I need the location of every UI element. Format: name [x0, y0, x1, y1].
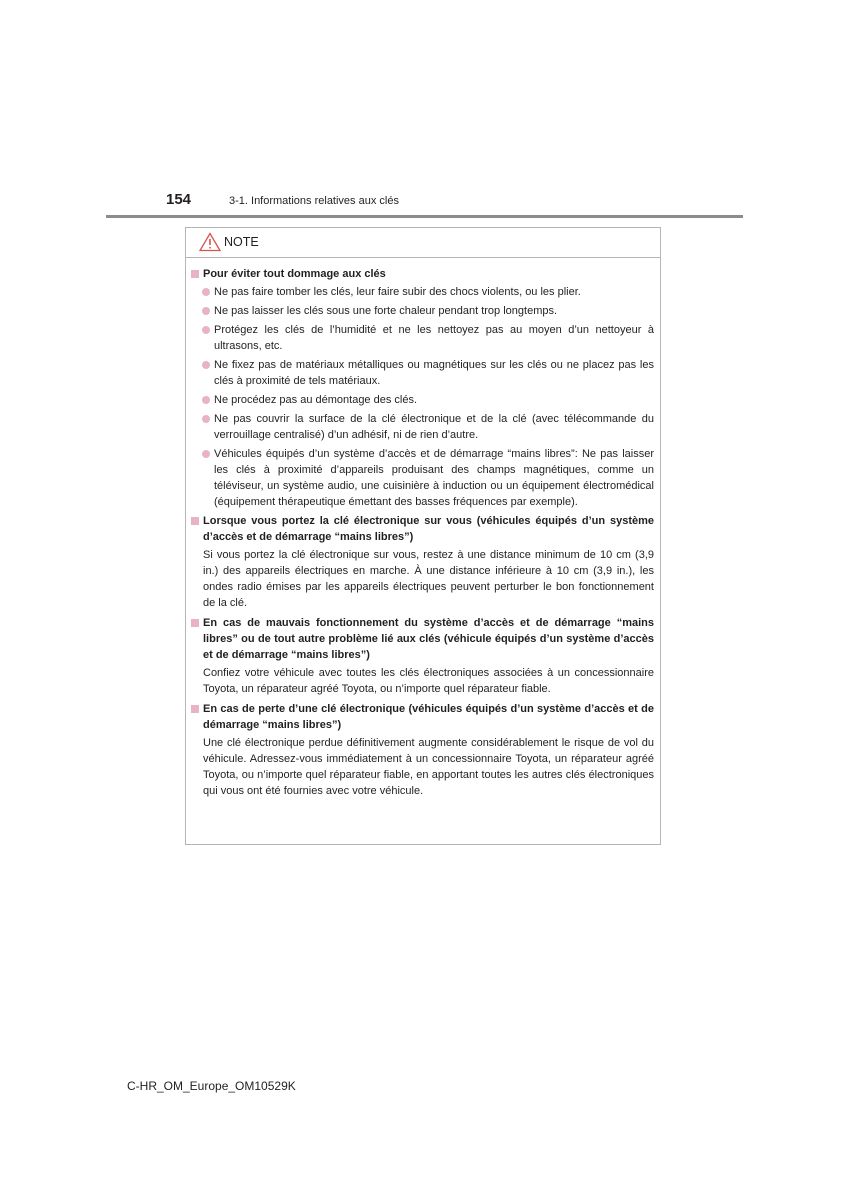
circle-bullet-icon — [202, 326, 210, 334]
list-item — [186, 322, 660, 354]
list-item-text: Ne procédez pas au démontage des clés. — [214, 394, 418, 406]
square-bullet-icon — [191, 517, 199, 525]
list-item — [186, 303, 660, 319]
section-heading-text: Lorsque vous portez la clé électronique sur vous (véhicules équipés d’un système d’accès et de démarrage “mains libres”) — [203, 515, 654, 543]
note-label: NOTE — [224, 235, 259, 249]
section-title: 3-1. Informations relatives aux clés — [229, 195, 399, 207]
note-box — [185, 227, 661, 845]
list-item — [186, 446, 660, 510]
square-bullet-icon — [191, 705, 199, 713]
list-item-text: Ne fixez pas de matériaux métalliques ou magnétiques sur les clés ou ne placez pas les clés à proximité de tels matériaux. — [214, 359, 654, 387]
list-item-text: Protégez les clés de l’humidité et ne les nettoyez pas au moyen d’un nettoyeur à ultrasons, etc. — [214, 324, 654, 352]
circle-bullet-icon — [202, 307, 210, 315]
section-heading-text: En cas de perte d’une clé électronique (véhicules équipés d’un système d’accès et de démarrage “mains libres”) — [203, 703, 654, 731]
section-paragraph: Une clé électronique perdue définitivement augmente considérablement le risque de vol du véhicule. Adressez-vous immédiatement à un concessionnaire Toyota, un réparateur agréé Toyota, ou n’importe quel réparateur fiable, en apportant toutes les autres clés électroniques qui vous ont été fournies avec votre véhicule. — [203, 737, 654, 797]
square-bullet-icon — [191, 619, 199, 627]
section-heading-text: En cas de mauvais fonctionnement du système d’accès et de démarrage “mains libres” ou de tout autre problème lié aux clés (véhicule équipés d’un système d’accès et de démarrage “mains libres”) — [203, 617, 654, 661]
section-paragraph: Confiez votre véhicule avec toutes les clés électroniques associées à un concessionnaire Toyota, un réparateur agréé Toyota, ou n’importe quel réparateur fiable. — [203, 667, 654, 695]
circle-bullet-icon — [202, 288, 210, 296]
note-content — [186, 266, 660, 803]
list-item — [186, 392, 660, 408]
list-item — [186, 284, 660, 300]
page-number: 154 — [166, 191, 192, 208]
warning-triangle-icon — [199, 232, 221, 252]
section-heading — [186, 615, 660, 663]
section-heading — [186, 513, 660, 545]
circle-bullet-icon — [202, 415, 210, 423]
section-heading-text: Pour éviter tout dommage aux clés — [203, 268, 386, 280]
list-item-text: Véhicules équipés d’un système d’accès et de démarrage “mains libres”: Ne pas laisser les clés à proximité d’appareils produisant des champs magnétiques, comme un téléviseur, un système audio, une cuisinière à induction ou un équipement électromédical (équipement thérapeutique émettant des basses fréquences par exemple). — [214, 448, 654, 508]
header-divider — [106, 215, 743, 218]
list-item-text: Ne pas faire tomber les clés, leur faire subir des chocs violents, ou les plier. — [214, 286, 581, 298]
square-bullet-icon — [191, 270, 199, 278]
list-item-text: Ne pas laisser les clés sous une forte chaleur pendant trop longtemps. — [214, 305, 558, 317]
document-code: C-HR_OM_Europe_OM10529K — [127, 1079, 296, 1093]
list-item-text: Ne pas couvrir la surface de la clé électronique et de la clé (avec télécommande du verrouillage centralisé) d’un adhésif, ni de rien d’autre. — [214, 413, 654, 441]
list-item — [186, 411, 660, 443]
list-item — [186, 357, 660, 389]
section-heading — [186, 266, 660, 282]
circle-bullet-icon — [202, 361, 210, 369]
section-paragraph: Si vous portez la clé électronique sur vous, restez à une distance minimum de 10 cm (3,9 in.) des appareils électriques en marche. À une distance inférieure à 10 cm (3,9 in.), les ondes radio émises par les appareils électriques peuvent perturber le bon fonctionnement de la clé. — [203, 549, 654, 609]
circle-bullet-icon — [202, 396, 210, 404]
section-heading — [186, 701, 660, 733]
circle-bullet-icon — [202, 450, 210, 458]
page-header — [0, 0, 848, 220]
note-header — [186, 228, 660, 258]
